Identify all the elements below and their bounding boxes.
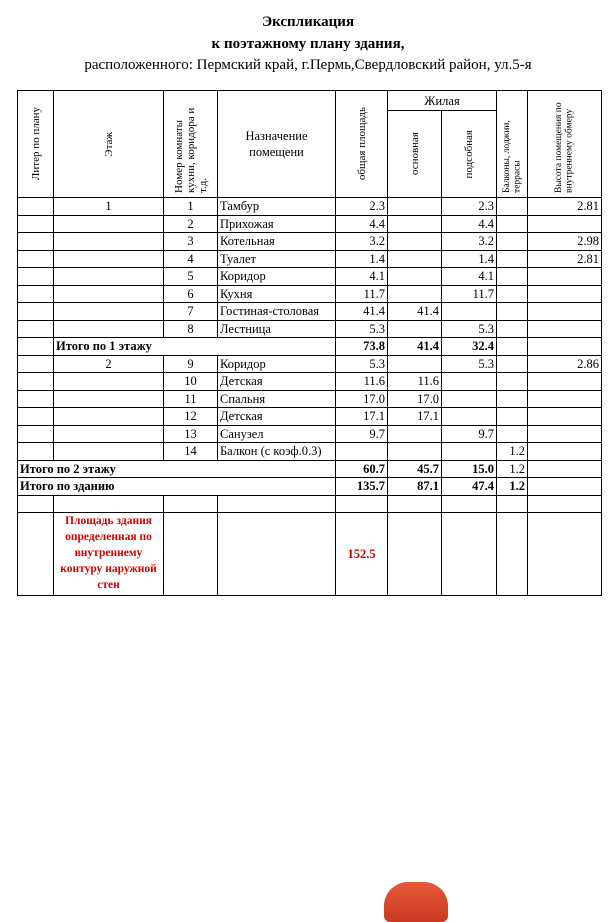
col-header-room-no: Номер комнаты кухни, коридора и т.д. xyxy=(164,91,218,198)
explication-table xyxy=(17,90,602,596)
table-row: 10 Детская 11.6 11.6 xyxy=(18,373,602,391)
table-row: 4 Туалет 1.4 1.4 2.81 xyxy=(18,250,602,268)
col-header-auxiliary: подсобная xyxy=(442,111,497,198)
col-header-living: Жилая xyxy=(388,91,497,111)
table-row: 2 Прихожая 4.4 4.4 xyxy=(18,215,602,233)
document-subtitle: к поэтажному плану здания, xyxy=(211,36,405,52)
table-row: 8 Лестница 5.3 5.3 xyxy=(18,320,602,338)
record-button-overlay[interactable] xyxy=(384,882,448,922)
subtotal-row-floor-1: Итого по 1 этажу 73.8 41.4 32.4 xyxy=(18,338,602,356)
col-header-floor: Этаж xyxy=(54,91,164,198)
col-header-balconies: Балконы, лоджии, террасы xyxy=(497,91,528,198)
subtotal-row-floor-2: Итого по 2 этажу 60.7 45.7 15.0 1.2 xyxy=(18,460,602,478)
grand-total-row: Итого по зданию 135.7 87.1 47.4 1.2 xyxy=(18,478,602,496)
inner-area-value: 152.5 xyxy=(336,513,388,596)
document-title: Экспликация xyxy=(261,14,355,30)
document-address: расположенного: Пермский край, г.Пермь,Свердловский район, ул.5-я xyxy=(84,57,532,73)
inner-area-row xyxy=(18,513,602,596)
table-row: 13 Санузел 9.7 9.7 xyxy=(18,425,602,443)
table-row: 14 Балкон (с коэф.0.3) 1.2 xyxy=(18,443,602,461)
table-row: 2 9 Коридор 5.3 5.3 2.86 xyxy=(18,355,602,373)
col-header-purpose: Назначение помещени xyxy=(218,91,336,198)
col-header-height: Высота помещения по внутреннему обмеру xyxy=(528,91,602,198)
col-header-main: основная xyxy=(388,111,442,198)
table-row: 1 1 Тамбур 2.3 2.3 2.81 xyxy=(18,198,602,216)
col-header-liter: Литер по плану xyxy=(18,91,54,198)
inner-area-label: Площадь здания определенная по внутреннему контуру наружной стен xyxy=(54,513,164,596)
spacer-row xyxy=(18,495,602,513)
table-row: 3 Котельная 3.2 3.2 2.98 xyxy=(18,233,602,251)
table-row: 6 Кухня 11.7 11.7 xyxy=(18,285,602,303)
col-header-total-area: общая площадь xyxy=(336,91,388,198)
table-row: 11 Спальня 17.0 17.0 xyxy=(18,390,602,408)
table-row: 5 Коридор 4.1 4.1 xyxy=(18,268,602,286)
table-row: 7 Гостиная-столовая 41.4 41.4 xyxy=(18,303,602,321)
table-row: 12 Детская 17.1 17.1 xyxy=(18,408,602,426)
